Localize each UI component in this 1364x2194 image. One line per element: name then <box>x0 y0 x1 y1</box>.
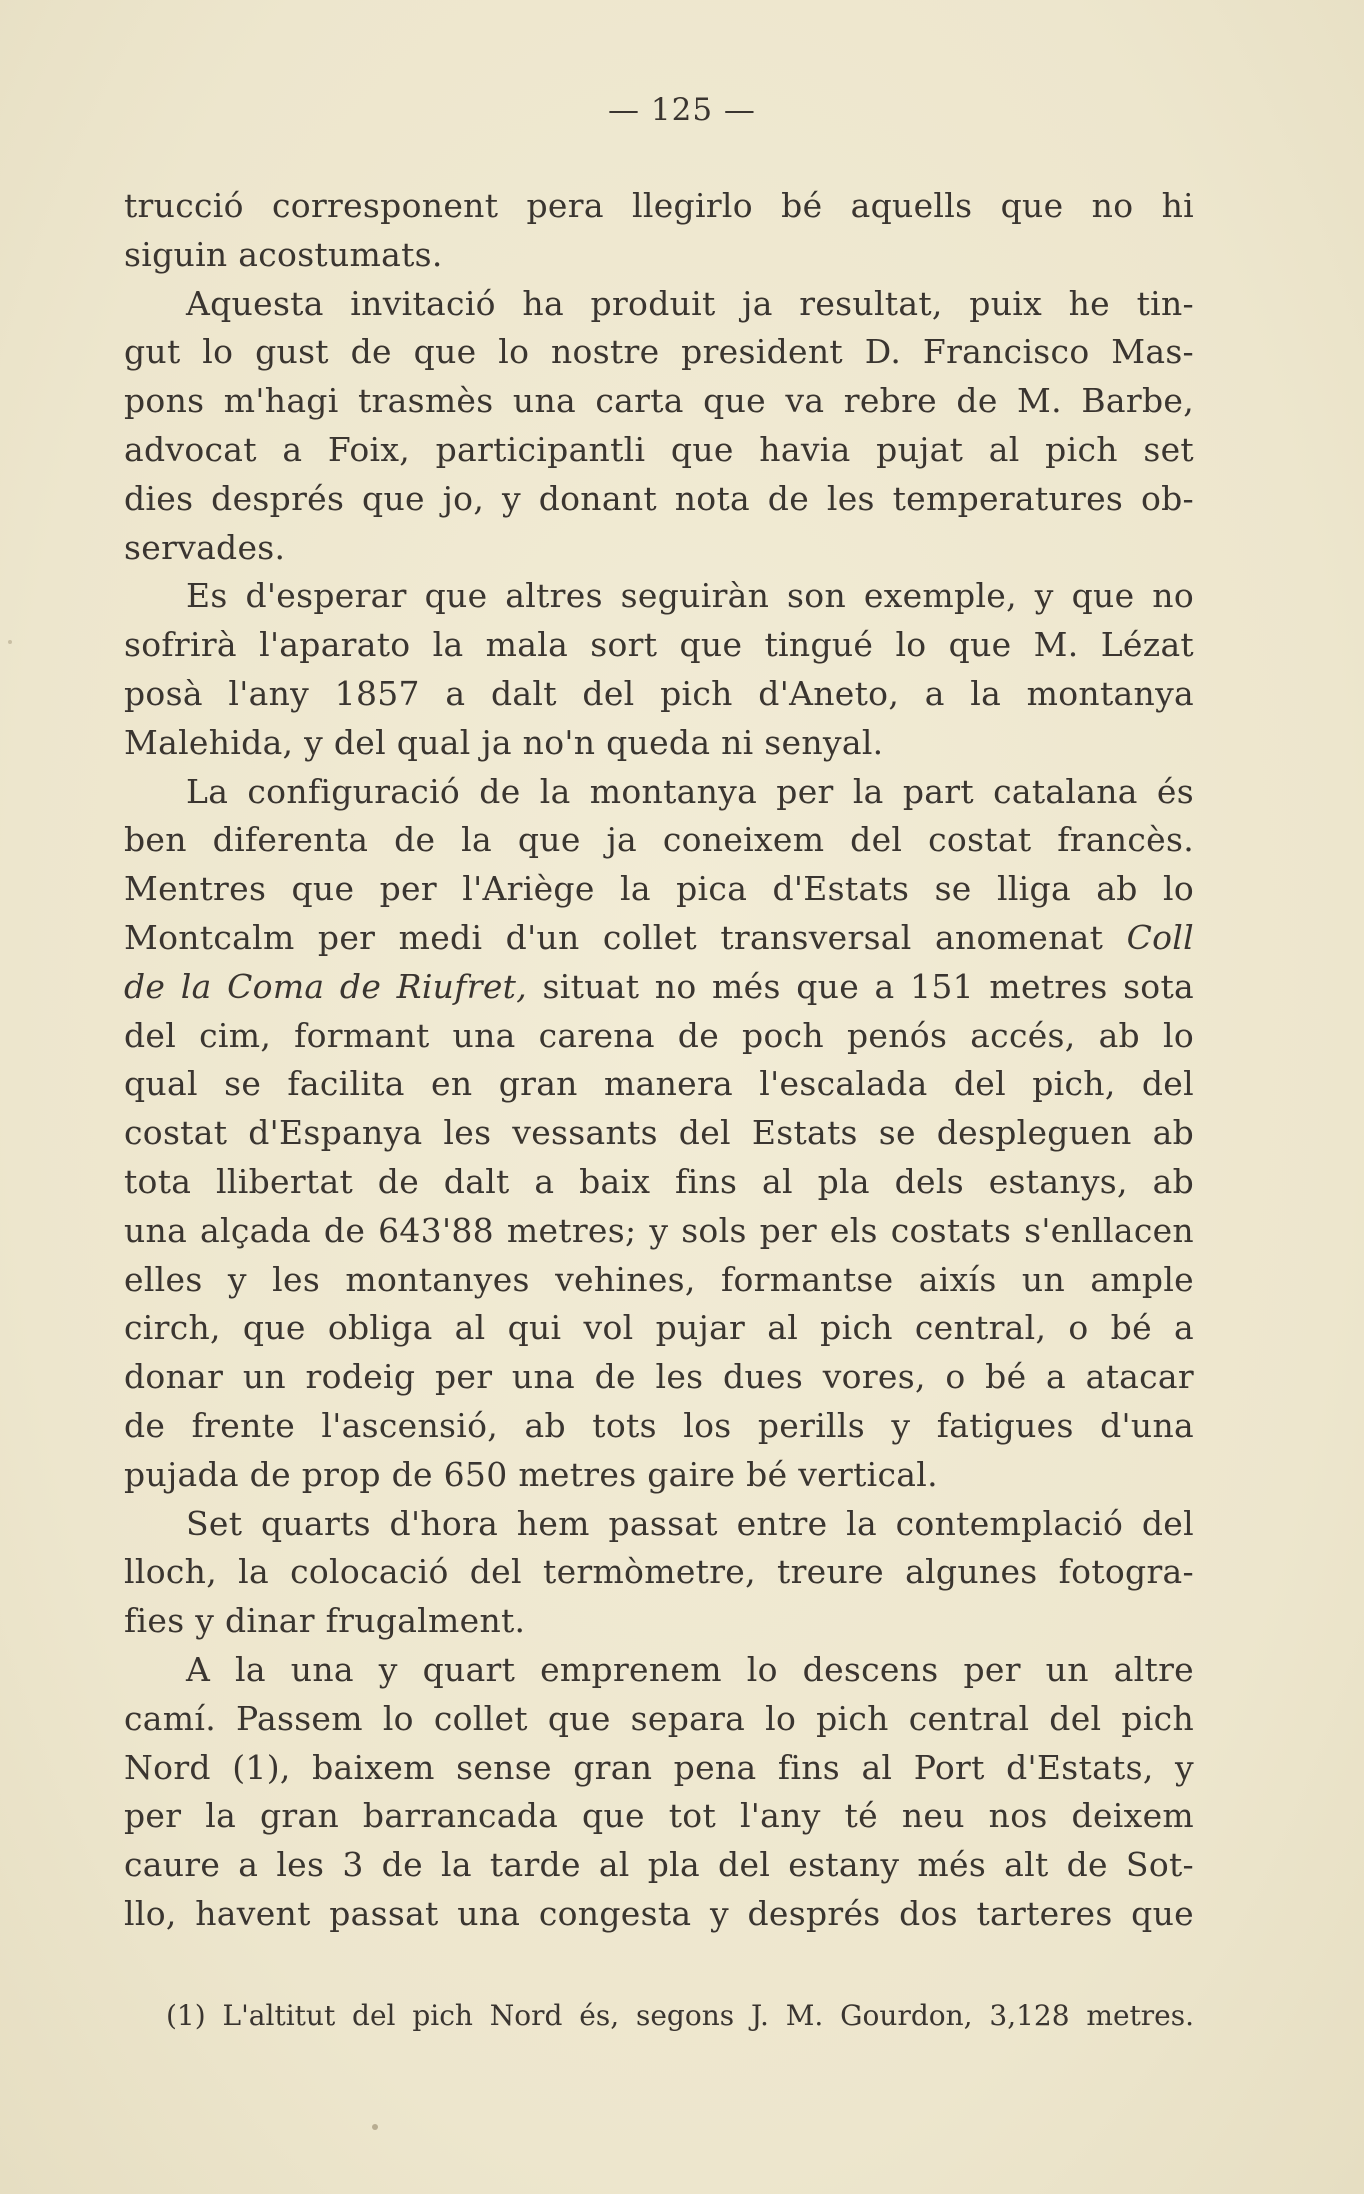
text-line: pujada de prop de 650 metres gaire bé vertical. <box>124 1454 938 1494</box>
paragraph-start: La configuració de la montanya per la part catalana és <box>186 771 1194 811</box>
text-line-mixed <box>124 963 1194 1012</box>
text-line: tota llibertat de dalt a baix fins al pla dels estanys, ab <box>124 1161 1194 1201</box>
text-line: Mentres que per l'Ariège la pica d'Estats se lliga ab lo <box>124 869 1194 909</box>
text-line: siguin acostumats. <box>124 234 443 274</box>
text-line: servades. <box>124 527 286 567</box>
text-segment: Montcalm per medi d'un collet transversal anomenat <box>124 917 1104 957</box>
paper-speck <box>8 640 12 644</box>
body-text <box>124 182 1194 1939</box>
text-line: caure a les 3 de la tarde al pla del estany més alt de Sot- <box>124 1845 1194 1885</box>
paper-speck <box>372 2124 378 2130</box>
text-line: trucció corresponent pera llegirlo bé aquells que no hi <box>124 186 1194 225</box>
paragraph-start: A la una y quart emprenem lo descens per un altre <box>186 1649 1194 1689</box>
text-line-mixed <box>124 914 1194 963</box>
text-line: de frente l'ascensió, ab tots los perills y fatigues d'una <box>124 1405 1194 1445</box>
text-line: del cim, formant una carena de poch penós accés, ab lo <box>124 1015 1194 1055</box>
text-line: dies després que jo, y donant nota de les temperatures ob- <box>124 478 1194 518</box>
text-line: gut lo gust de que lo nostre president D. Francisco Mas- <box>124 332 1194 372</box>
text-line: posà l'any 1857 a dalt del pich d'Aneto, a la montanya <box>124 673 1194 713</box>
text-line: qual se facilita en gran manera l'escalada del pich, del <box>124 1064 1194 1104</box>
text-line: camí. Passem lo collet que separa lo pich central del pich <box>124 1698 1194 1738</box>
text-line: Nord (1), baixem sense gran pena fins al Port d'Estats, y <box>124 1747 1194 1787</box>
text-line: una alçada de 643'88 metres; y sols per els costats s'enllacen <box>124 1210 1194 1250</box>
text-segment: situat no més que a 151 metres sota <box>542 966 1195 1006</box>
paragraph-start: Es d'esperar que altres seguiràn son exemple, y que no <box>186 576 1194 616</box>
text-line: costat d'Espanya les vessants del Estats se despleguen ab <box>124 1113 1194 1153</box>
text-line: elles y les montanyes vehines, formantse aixís un ample <box>124 1259 1194 1299</box>
italic-place-name: Coll <box>1126 917 1194 957</box>
text-line: advocat a Foix, participantli que havia pujat al pich set <box>124 429 1194 469</box>
text-line: per la gran barrancada que tot l'any té neu nos deixem <box>124 1796 1194 1836</box>
text-line: fies y dinar frugalment. <box>124 1601 526 1641</box>
paragraph-start: Set quarts d'hora hem passat entre la contemplació del <box>186 1503 1194 1543</box>
text-line: Malehida, y del qual ja no'n queda ni senyal. <box>124 722 884 762</box>
text-line: sofrirà l'aparato la mala sort que tingué lo que M. Lézat <box>124 625 1194 665</box>
text-line: ben diferenta de la que ja coneixem del costat francès. <box>124 820 1194 860</box>
italic-place-name: de la Coma de Riufret, <box>124 966 528 1006</box>
paragraph-start: Aquesta invitació ha produit ja resultat, puix he tin- <box>186 283 1194 323</box>
page-number: — 125 — <box>608 92 756 128</box>
text-line: pons m'hagi trasmès una carta que va rebre de M. Barbe, <box>124 381 1194 421</box>
text-line: llo, havent passat una congesta y després dos tarteres que <box>124 1893 1194 1933</box>
text-line: donar un rodeig per una de les dues vores, o bé a atacar <box>124 1357 1194 1397</box>
text-line: lloch, la colocació del termòmetre, treure algunes fotogra- <box>124 1552 1194 1592</box>
text-line: circh, que obliga al qui vol pujar al pich central, o bé a <box>124 1308 1194 1348</box>
footnote: (1) L'altitut del pich Nord és, segons J. M. Gourdon, 3,128 metres. <box>166 1999 1194 2032</box>
